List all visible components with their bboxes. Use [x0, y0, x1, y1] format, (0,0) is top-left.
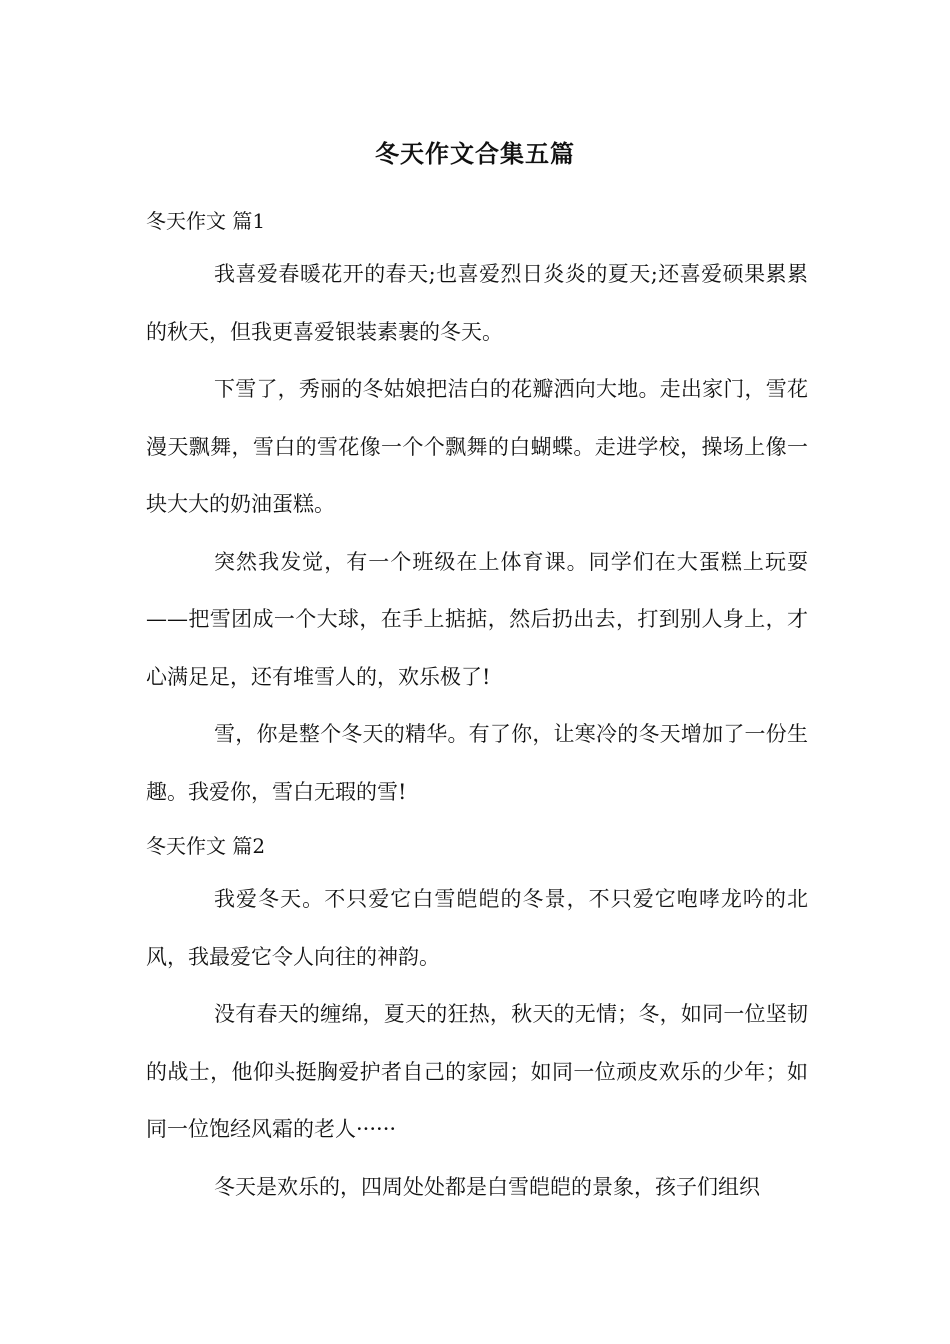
- paragraph: 没有春天的缠绵，夏天的狂热，秋天的无情；冬，如同一位坚韧的战士，他仰头挺胸爱护者自己的家园；如同一位顽皮欢乐的少年；如同一位饱经风霜的老人······: [146, 1002, 808, 1141]
- paragraph: 我爱冬天。不只爱它白雪皑皑的冬景，不只爱它咆哮龙吟的北风，我最爱它令人向往的神韵。: [146, 887, 808, 969]
- section-heading: 冬天作文 篇2: [146, 834, 266, 858]
- paragraph: 突然我发觉，有一个班级在上体育课。同学们在大蛋糕上玩耍——把雪团成一个大球，在手上掂掂，然后扔出去，打到别人身上，才心满足足，还有堆雪人的，欢乐极了!: [146, 549, 808, 689]
- paragraph: 我喜爱春暖花开的春天;也喜爱烈日炎炎的夏天;还喜爱硕果累累的秋天，但我更喜爱银装素裹的冬天。: [146, 262, 808, 344]
- document-body: [146, 196, 808, 1216]
- paragraph: 下雪了，秀丽的冬姑娘把洁白的花瓣洒向大地。走出家门，雪花漫天飘舞，雪白的雪花像一个个飘舞的白蝴蝶。走进学校，操场上像一块大大的奶油蛋糕。: [146, 377, 808, 516]
- document-title: 冬天作文合集五篇: [375, 139, 575, 168]
- section-heading: 冬天作文 篇1: [146, 209, 266, 233]
- paragraph: 雪，你是整个冬天的精华。有了你，让寒冷的冬天增加了一份生趣。我爱你，雪白无瑕的雪!: [146, 722, 808, 804]
- paragraph: 冬天是欢乐的，四周处处都是白雪皑皑的景象，孩子们组织: [214, 1174, 760, 1199]
